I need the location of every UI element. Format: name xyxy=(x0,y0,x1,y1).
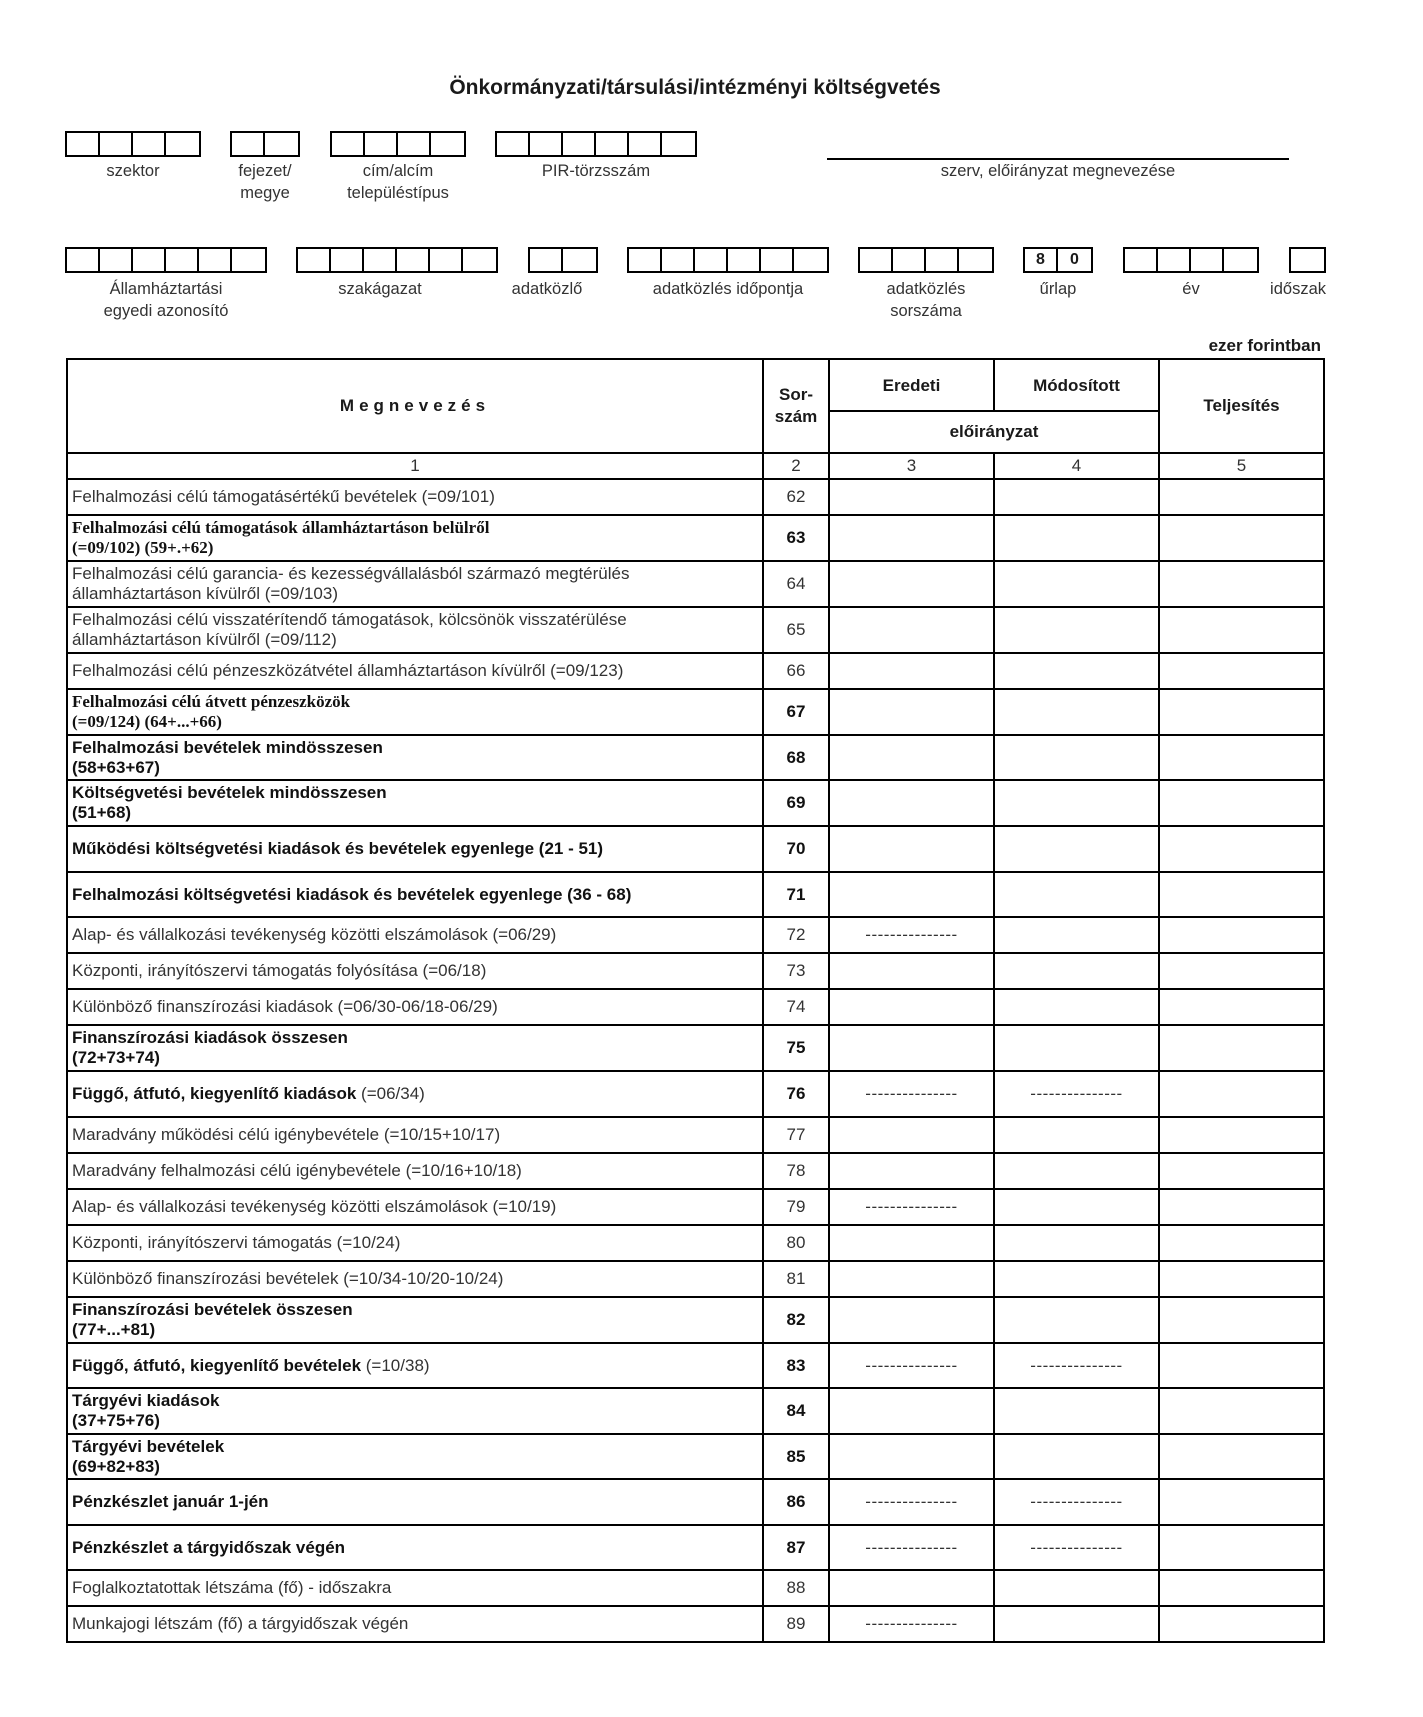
eredeti-cell: --------------- xyxy=(829,1343,994,1388)
table-row xyxy=(67,1189,1324,1225)
teljesites-cell[interactable] xyxy=(1159,653,1324,689)
eredeti-cell[interactable] xyxy=(829,1297,994,1343)
modositott-cell[interactable] xyxy=(994,735,1159,780)
row-number: 72 xyxy=(763,917,829,953)
eredeti-cell[interactable] xyxy=(829,1153,994,1189)
row-label: Működési költségvetési kiadások és bevételek egyenlege (21 - 51) xyxy=(67,826,763,872)
row-label: Felhalmozási célú támogatások államháztartáson belülről (=09/102) (59+.+62) xyxy=(67,515,763,561)
row-number: 75 xyxy=(763,1025,829,1071)
col-number: 5 xyxy=(1159,453,1324,479)
idoszak-caption: időszak xyxy=(1270,280,1326,298)
eredeti-cell[interactable] xyxy=(829,1117,994,1153)
modositott-cell[interactable] xyxy=(994,1388,1159,1434)
eredeti-cell[interactable] xyxy=(829,1434,994,1479)
eredeti-cell: --------------- xyxy=(829,1479,994,1525)
row-label: Finanszírozási kiadások összesen (72+73+74) xyxy=(67,1025,763,1071)
modositott-cell[interactable] xyxy=(994,1153,1159,1189)
table-row xyxy=(67,1606,1324,1642)
row-label: Felhalmozási bevételek mindösszesen (58+63+67) xyxy=(67,735,763,780)
azonosito-caption: Államháztartási egyedi azonosító xyxy=(103,280,229,320)
modositott-cell[interactable] xyxy=(994,1570,1159,1606)
eredeti-cell[interactable] xyxy=(829,1225,994,1261)
table-row xyxy=(67,1525,1324,1570)
eredeti-cell[interactable] xyxy=(829,872,994,917)
teljesites-cell[interactable] xyxy=(1159,607,1324,653)
fejezet-caption: fejezet/ megye xyxy=(238,162,292,202)
eredeti-cell[interactable] xyxy=(829,1025,994,1071)
row-label: Különböző finanszírozási bevételek (=10/34-10/20-10/24) xyxy=(67,1261,763,1297)
modositott-cell[interactable] xyxy=(994,1025,1159,1071)
row-label: Maradvány felhalmozási célú igénybevétele (=10/16+10/18) xyxy=(67,1153,763,1189)
row-label: Foglalkoztatottak létszáma (fő) - időszakra xyxy=(67,1570,763,1606)
table-row xyxy=(67,989,1324,1025)
row-number: 80 xyxy=(763,1225,829,1261)
budget-table xyxy=(66,358,1325,1643)
row-label: Felhalmozási célú pénzeszközátvétel államháztartáson kívülről (=09/123) xyxy=(67,653,763,689)
teljesites-cell[interactable] xyxy=(1159,1570,1324,1606)
eloiranyzat-header: előirányzat xyxy=(829,411,1159,453)
table-row xyxy=(67,689,1324,735)
row-label: Pénzkészlet január 1-jén xyxy=(67,1479,763,1525)
teljesites-cell[interactable] xyxy=(1159,1343,1324,1388)
eredeti-cell[interactable] xyxy=(829,689,994,735)
row-number: 73 xyxy=(763,953,829,989)
pir-boxes[interactable] xyxy=(495,131,697,157)
szakagazat-boxes[interactable] xyxy=(296,247,498,273)
teljesites-cell[interactable] xyxy=(1159,561,1324,607)
modositott-cell[interactable] xyxy=(994,653,1159,689)
unit-label: ezer forintban xyxy=(1208,336,1321,355)
eredeti-cell[interactable] xyxy=(829,1570,994,1606)
idoszak-boxes[interactable] xyxy=(1289,247,1326,273)
fejezet-boxes[interactable] xyxy=(230,131,300,157)
teljesites-cell[interactable] xyxy=(1159,780,1324,826)
table-row xyxy=(67,1225,1324,1261)
row-number: 66 xyxy=(763,653,829,689)
table-row xyxy=(67,653,1324,689)
teljesites-cell[interactable] xyxy=(1159,1297,1324,1343)
row-label: Tárgyévi bevételek (69+82+83) xyxy=(67,1434,763,1479)
table-row xyxy=(67,479,1324,515)
table-row xyxy=(67,1297,1324,1343)
col-number: 1 xyxy=(67,453,763,479)
header-row xyxy=(67,359,1324,411)
row-label: Felhalmozási költségvetési kiadások és bevételek egyenlege (36 - 68) xyxy=(67,872,763,917)
row-number: 88 xyxy=(763,1570,829,1606)
sorszama-boxes[interactable] xyxy=(858,247,994,273)
table-row xyxy=(67,1261,1324,1297)
row-label: Alap- és vállalkozási tevékenység közötti elszámolások (=10/19) xyxy=(67,1189,763,1225)
row-label: Felhalmozási célú támogatásértékű bevételek (=09/101) xyxy=(67,479,763,515)
teljesites-cell[interactable] xyxy=(1159,1153,1324,1189)
idopont-boxes[interactable] xyxy=(627,247,829,273)
row-number: 89 xyxy=(763,1606,829,1642)
row-number: 83 xyxy=(763,1343,829,1388)
table-row xyxy=(67,1479,1324,1525)
modositott-cell: --------------- xyxy=(994,1479,1159,1525)
row-label: Felhalmozási célú visszatérítendő támogatások, kölcsönök visszatérülése államháztartáson kívülről (=09/112) xyxy=(67,607,763,653)
teljesites-cell[interactable] xyxy=(1159,1479,1324,1525)
row-label: Költségvetési bevételek mindösszesen (51+68) xyxy=(67,780,763,826)
teljesites-cell[interactable] xyxy=(1159,1225,1324,1261)
eredeti-cell[interactable] xyxy=(829,515,994,561)
row-label: Maradvány működési célú igénybevétele (=10/15+10/17) xyxy=(67,1117,763,1153)
table-row xyxy=(67,872,1324,917)
eredeti-cell: --------------- xyxy=(829,1189,994,1225)
eredeti-cell[interactable] xyxy=(829,953,994,989)
teljesites-cell[interactable] xyxy=(1159,1606,1324,1642)
table-row xyxy=(67,1434,1324,1479)
row-number: 81 xyxy=(763,1261,829,1297)
modositott-cell[interactable] xyxy=(994,780,1159,826)
modositott-cell[interactable] xyxy=(994,1261,1159,1297)
megnevezes-header: Megnevezés xyxy=(67,359,763,453)
teljesites-cell[interactable] xyxy=(1159,515,1324,561)
teljesites-cell[interactable] xyxy=(1159,872,1324,917)
modositott-cell[interactable] xyxy=(994,515,1159,561)
idopont-caption: adatközlés időpontja xyxy=(652,280,804,298)
row-number: 86 xyxy=(763,1479,829,1525)
table-row xyxy=(67,780,1324,826)
adatkozlo-boxes[interactable] xyxy=(528,247,598,273)
row-label-ref: (=06/34) xyxy=(361,1084,425,1103)
modositott-cell[interactable] xyxy=(994,1434,1159,1479)
teljesites-cell[interactable] xyxy=(1159,1388,1324,1434)
row-number: 67 xyxy=(763,689,829,735)
szerv-caption: szerv, előirányzat megnevezése xyxy=(940,162,1176,180)
teljesites-header: Teljesítés xyxy=(1159,359,1324,453)
page-title: Önkormányzati/társulási/intézményi költségvetés xyxy=(449,76,941,99)
modositott-cell: --------------- xyxy=(994,1071,1159,1117)
eredeti-cell[interactable] xyxy=(829,561,994,607)
teljesites-cell[interactable] xyxy=(1159,826,1324,872)
row-number: 84 xyxy=(763,1388,829,1434)
table-row xyxy=(67,607,1324,653)
urlap-digit: 8 xyxy=(1025,249,1058,271)
row-number: 85 xyxy=(763,1434,829,1479)
eredeti-cell[interactable] xyxy=(829,826,994,872)
table-row xyxy=(67,561,1324,607)
row-label-bold: Függő, átfutó, kiegyenlítő kiadások xyxy=(72,1084,362,1103)
eredeti-cell[interactable] xyxy=(829,1388,994,1434)
ev-boxes[interactable] xyxy=(1123,247,1259,273)
table-row xyxy=(67,917,1324,953)
table-row xyxy=(67,1388,1324,1434)
teljesites-cell[interactable] xyxy=(1159,1189,1324,1225)
col-number: 4 xyxy=(994,453,1159,479)
table-row xyxy=(67,826,1324,872)
table-row xyxy=(67,735,1324,780)
szakagazat-caption: szakágazat xyxy=(338,280,422,298)
modositott-cell[interactable] xyxy=(994,561,1159,607)
teljesites-cell[interactable] xyxy=(1159,689,1324,735)
col-number: 3 xyxy=(829,453,994,479)
row-label: Felhalmozási célú garancia- és kezességvállalásból származó megtérülés államháztartáson kívülről (=09/103) xyxy=(67,561,763,607)
row-number: 68 xyxy=(763,735,829,780)
eredeti-cell: --------------- xyxy=(829,1606,994,1642)
row-number: 74 xyxy=(763,989,829,1025)
table-row xyxy=(67,953,1324,989)
modositott-cell[interactable] xyxy=(994,1189,1159,1225)
modositott-cell[interactable] xyxy=(994,1225,1159,1261)
row-label: Munkajogi létszám (fő) a tárgyidőszak végén xyxy=(67,1606,763,1642)
row-label: Felhalmozási célú átvett pénzeszközök (=09/124) (64+...+66) xyxy=(67,689,763,735)
row-number: 69 xyxy=(763,780,829,826)
table-row xyxy=(67,1071,1324,1117)
table-row xyxy=(67,515,1324,561)
modositott-cell: --------------- xyxy=(994,1343,1159,1388)
ev-caption: év xyxy=(1182,280,1200,298)
azonosito-boxes[interactable] xyxy=(65,247,267,273)
eredeti-cell[interactable] xyxy=(829,653,994,689)
eredeti-cell[interactable] xyxy=(829,607,994,653)
table-row xyxy=(67,1025,1324,1071)
sorszam-header: Sor- szám xyxy=(763,359,829,453)
row-label: Tárgyévi kiadások (37+75+76) xyxy=(67,1388,763,1434)
eredeti-cell[interactable] xyxy=(829,780,994,826)
sektor-boxes[interactable] xyxy=(65,131,201,157)
teljesites-cell[interactable] xyxy=(1159,1434,1324,1479)
row-number: 76 xyxy=(763,1071,829,1117)
sektor-caption: szektor xyxy=(106,162,160,180)
modositott-cell[interactable] xyxy=(994,1117,1159,1153)
teljesites-cell[interactable] xyxy=(1159,953,1324,989)
row-label: Központi, irányítószervi támogatás folyósítása (=06/18) xyxy=(67,953,763,989)
table-row xyxy=(67,1117,1324,1153)
teljesites-cell[interactable] xyxy=(1159,1117,1324,1153)
row-label-bold: Függő, átfutó, kiegyenlítő bevételek xyxy=(72,1355,366,1375)
row-number: 65 xyxy=(763,607,829,653)
modositott-cell[interactable] xyxy=(994,826,1159,872)
modositott-cell[interactable] xyxy=(994,689,1159,735)
eredeti-cell[interactable] xyxy=(829,1261,994,1297)
row-number: 78 xyxy=(763,1153,829,1189)
urlap-boxes xyxy=(1023,247,1093,273)
teljesites-cell[interactable] xyxy=(1159,1525,1324,1570)
modositott-cell[interactable] xyxy=(994,989,1159,1025)
urlap-caption: űrlap xyxy=(1039,280,1077,298)
modositott-cell[interactable] xyxy=(994,953,1159,989)
eredeti-cell: --------------- xyxy=(829,917,994,953)
row-label: Különböző finanszírozási kiadások (=06/30-06/18-06/29) xyxy=(67,989,763,1025)
modositott-cell[interactable] xyxy=(994,479,1159,515)
teljesites-cell[interactable] xyxy=(1159,1025,1324,1071)
sorszama-caption: adatközlés sorszáma xyxy=(886,280,966,320)
row-number: 82 xyxy=(763,1297,829,1343)
row-label: Finanszírozási bevételek összesen (77+...+81) xyxy=(67,1297,763,1343)
cim-boxes[interactable] xyxy=(330,131,466,157)
row-number: 63 xyxy=(763,515,829,561)
teljesites-cell[interactable] xyxy=(1159,479,1324,515)
urlap-digit: 0 xyxy=(1070,251,1079,268)
row-label xyxy=(67,1343,763,1388)
eredeti-cell[interactable] xyxy=(829,989,994,1025)
row-number: 71 xyxy=(763,872,829,917)
table-row xyxy=(67,1343,1324,1388)
row-label: Alap- és vállalkozási tevékenység közötti elszámolások (=06/29) xyxy=(67,917,763,953)
col-number: 2 xyxy=(763,453,829,479)
row-number: 77 xyxy=(763,1117,829,1153)
teljesites-cell[interactable] xyxy=(1159,1261,1324,1297)
table-row xyxy=(67,1570,1324,1606)
teljesites-cell[interactable] xyxy=(1159,989,1324,1025)
modositott-cell[interactable] xyxy=(994,607,1159,653)
teljesites-cell[interactable] xyxy=(1159,735,1324,780)
eredeti-cell[interactable] xyxy=(829,479,994,515)
modositott-cell[interactable] xyxy=(994,917,1159,953)
eredeti-cell: --------------- xyxy=(829,1525,994,1570)
row-label xyxy=(67,1071,763,1117)
table-row xyxy=(67,1153,1324,1189)
row-number: 79 xyxy=(763,1189,829,1225)
eredeti-cell[interactable] xyxy=(829,735,994,780)
modositott-cell[interactable] xyxy=(994,1606,1159,1642)
row-label-ref: (=10/38) xyxy=(365,1355,430,1375)
modositott-cell[interactable] xyxy=(994,872,1159,917)
row-label: Központi, irányítószervi támogatás (=10/24) xyxy=(67,1225,763,1261)
modositott-cell: --------------- xyxy=(994,1525,1159,1570)
modositott-header: Módosított xyxy=(994,359,1159,411)
row-number: 70 xyxy=(763,826,829,872)
row-number: 87 xyxy=(763,1525,829,1570)
cim-caption: cím/alcím településtípus xyxy=(347,162,449,202)
eredeti-cell: --------------- xyxy=(829,1071,994,1117)
row-number: 64 xyxy=(763,561,829,607)
eredeti-header: Eredeti xyxy=(829,359,994,411)
teljesites-cell[interactable] xyxy=(1159,1071,1324,1117)
row-number: 62 xyxy=(763,479,829,515)
column-number-row xyxy=(67,453,1324,479)
adatkozlo-caption: adatközlő xyxy=(511,280,583,298)
modositott-cell[interactable] xyxy=(994,1297,1159,1343)
teljesites-cell[interactable] xyxy=(1159,917,1324,953)
row-label: Pénzkészlet a tárgyidőszak végén xyxy=(67,1525,763,1570)
pir-caption: PIR-törzsszám xyxy=(541,162,651,180)
